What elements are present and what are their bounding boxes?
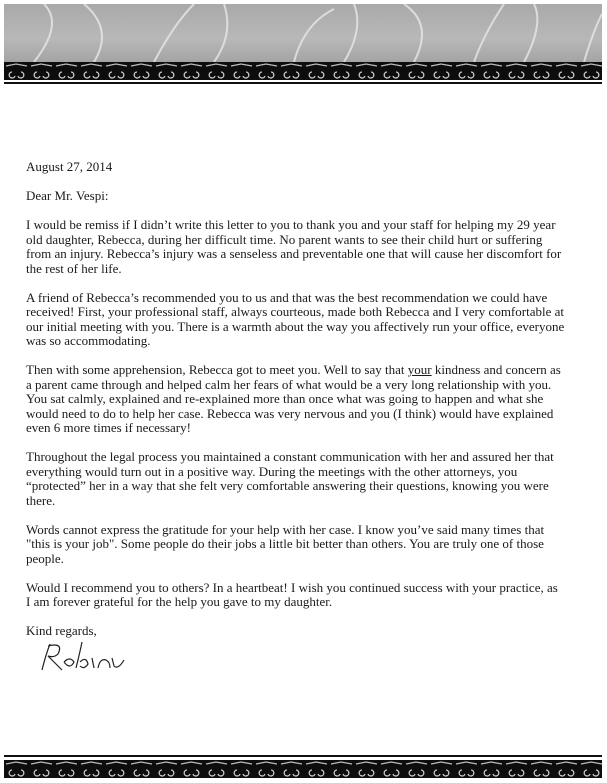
text-line: everything would turn out in a positive way. During the meetings with the other attorneys, you bbox=[26, 463, 518, 479]
feather-swirl-decoration bbox=[4, 4, 602, 62]
paragraph bbox=[26, 450, 586, 508]
text-line: “protected” her in a way that she felt very comfortable answering their questions, knowing you were bbox=[26, 478, 549, 493]
text-line: "this is your job". Some people do their jobs a little bit better than others. You are truly one of those bbox=[26, 536, 544, 551]
text-segment: Then with some apprehension, Rebecca got to meet you. Well to say that bbox=[26, 362, 408, 377]
paragraph bbox=[26, 291, 586, 349]
text-line: from an injury. Rebecca’s injury was a senseless and preventable one that will cause her discomfort for bbox=[26, 246, 562, 261]
text-segment: kindness and concern as bbox=[431, 362, 561, 377]
text-line: there. bbox=[26, 492, 56, 508]
text-line: received! First, your professional staff, always courteous, made both Rebecca and I very comfortable at bbox=[26, 304, 564, 319]
text-line: I would be remiss if I didn’t write this letter to you to thank you and your staff for helping my 29 year bbox=[26, 217, 556, 232]
signature bbox=[36, 640, 136, 679]
text-line: was so accommodating. bbox=[26, 333, 151, 348]
text-line bbox=[26, 363, 586, 378]
text-line: You sat calmly, explained and re-explained more than once what was going to happen and what she bbox=[26, 391, 544, 406]
text-line: our initial meeting with you. There is a warmth about the way you affectively run your office, everyone bbox=[26, 318, 565, 334]
footer-rule bbox=[4, 755, 602, 757]
header-ornament-band bbox=[4, 62, 602, 80]
paragraph bbox=[26, 363, 586, 436]
text-line: Would I recommend you to others? In a heartbeat! I wish you continued success with your practice, as bbox=[26, 579, 558, 595]
letter-date: August 27, 2014 bbox=[26, 159, 113, 174]
text-line: even 6 more times if necessary! bbox=[26, 420, 191, 435]
paragraph bbox=[26, 218, 586, 276]
salutation: Dear Mr. Vespi: bbox=[26, 188, 109, 203]
text-line: would need to do to help her case. Rebecca was very nervous and you (I think) would have explained bbox=[26, 405, 554, 421]
letter-body bbox=[26, 160, 586, 639]
text-line: Words cannot express the gratitude for your help with her case. I know you’ve said many times that bbox=[26, 521, 545, 537]
paragraph bbox=[26, 581, 586, 610]
header-rule bbox=[4, 82, 602, 84]
paragraph bbox=[26, 523, 586, 567]
text-line: I am forever grateful for the help you gave to my daughter. bbox=[26, 594, 333, 609]
text-line: Throughout the legal process you maintained a constant communication with her and assured her that bbox=[26, 449, 554, 464]
footer-ornament-band bbox=[4, 760, 602, 778]
closing: Kind regards, bbox=[26, 623, 97, 638]
text-line: the rest of her life. bbox=[26, 260, 122, 276]
underlined-word: your bbox=[407, 362, 432, 377]
letterhead-art bbox=[4, 4, 602, 62]
text-line: old daughter, Rebecca, during her difficult time. No parent wants to see their child hurt or suffering bbox=[26, 231, 543, 247]
text-line: a parent came through and helped calm her fears of what would be a very long relationship with you. bbox=[26, 376, 552, 392]
text-line: A friend of Rebecca’s recommended you to us and that was the best recommendation we could have bbox=[26, 289, 548, 305]
text-line: people. bbox=[26, 550, 64, 566]
